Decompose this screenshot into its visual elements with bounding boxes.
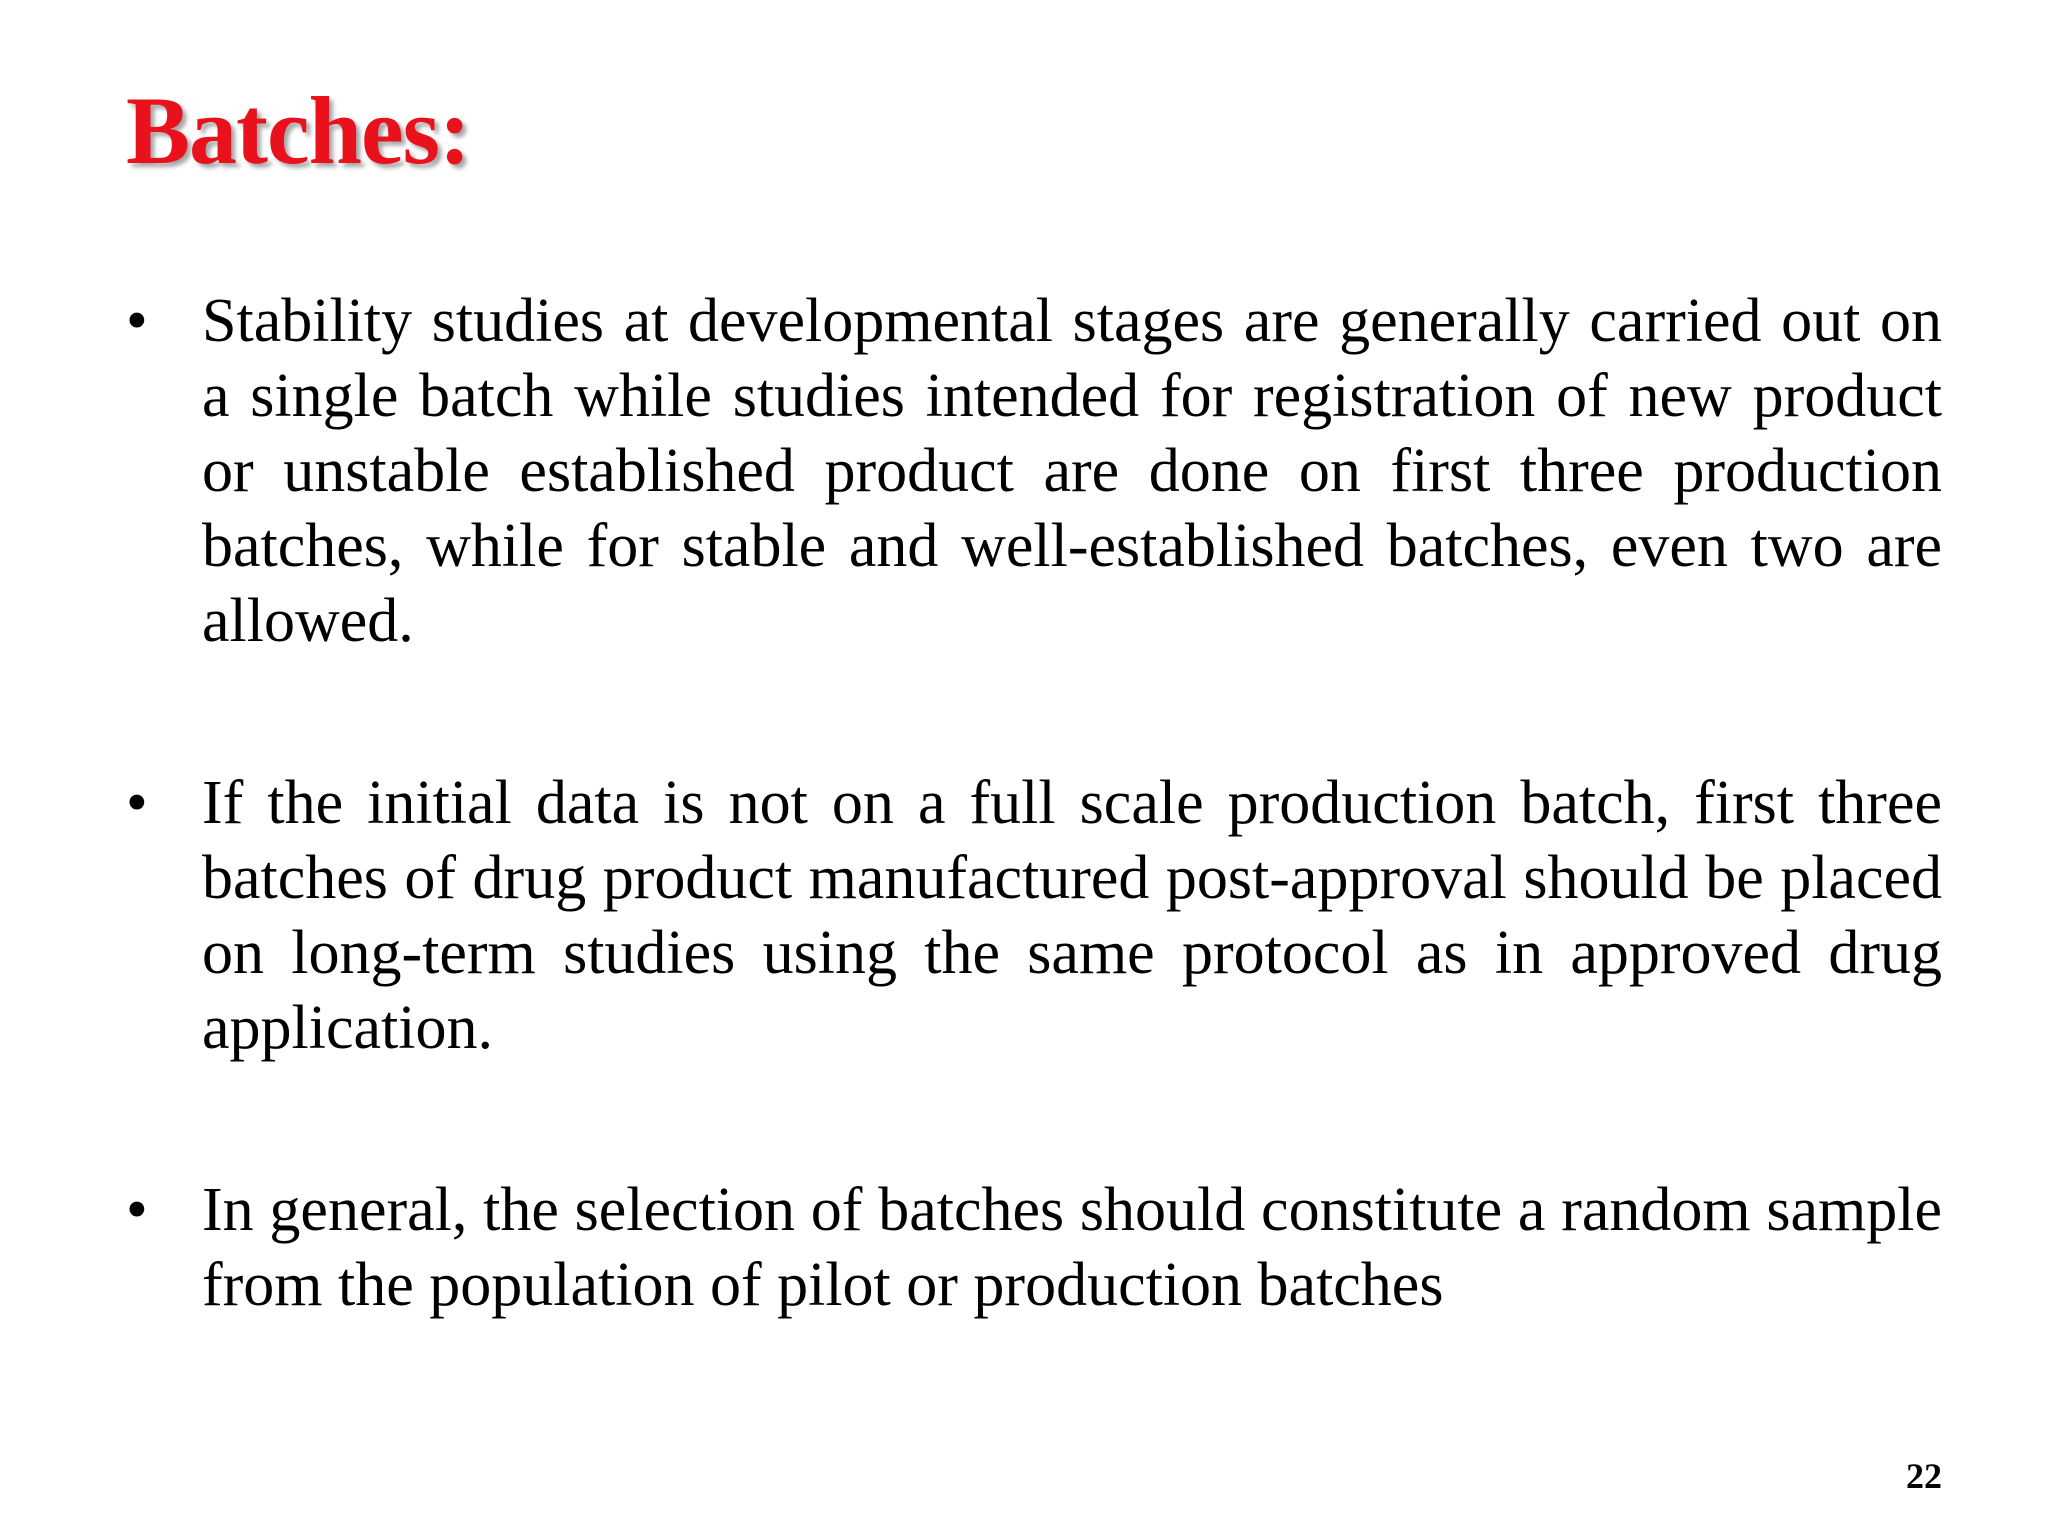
bullet-text: In general, the selection of batches should constitute a random sample from the population of pilot or production batches bbox=[202, 1176, 1942, 1319]
bullet-item bbox=[126, 766, 1942, 1066]
bullet-marker: • bbox=[126, 769, 148, 837]
bullet-text: Stability studies at developmental stages are generally carried out on a single batch while studies intended for registration of new product or unstable established product are done on first three production batches, while for stable and well-established batches, even two are allowed. bbox=[202, 287, 1942, 655]
bullet-list bbox=[126, 284, 1942, 1323]
bullet-text: If the initial data is not on a full scale production batch, first three batches of drug product manufactured post-approval should be placed on long-term studies using the same protocol as in approved drug application. bbox=[202, 769, 1942, 1062]
bullet-marker: • bbox=[126, 1176, 148, 1244]
bullet-item bbox=[126, 1173, 1942, 1323]
slide-title: Batches: bbox=[126, 77, 470, 184]
bullet-marker: • bbox=[126, 287, 148, 355]
page-number: 22 bbox=[1906, 1456, 1942, 1496]
bullet-item bbox=[126, 284, 1942, 659]
